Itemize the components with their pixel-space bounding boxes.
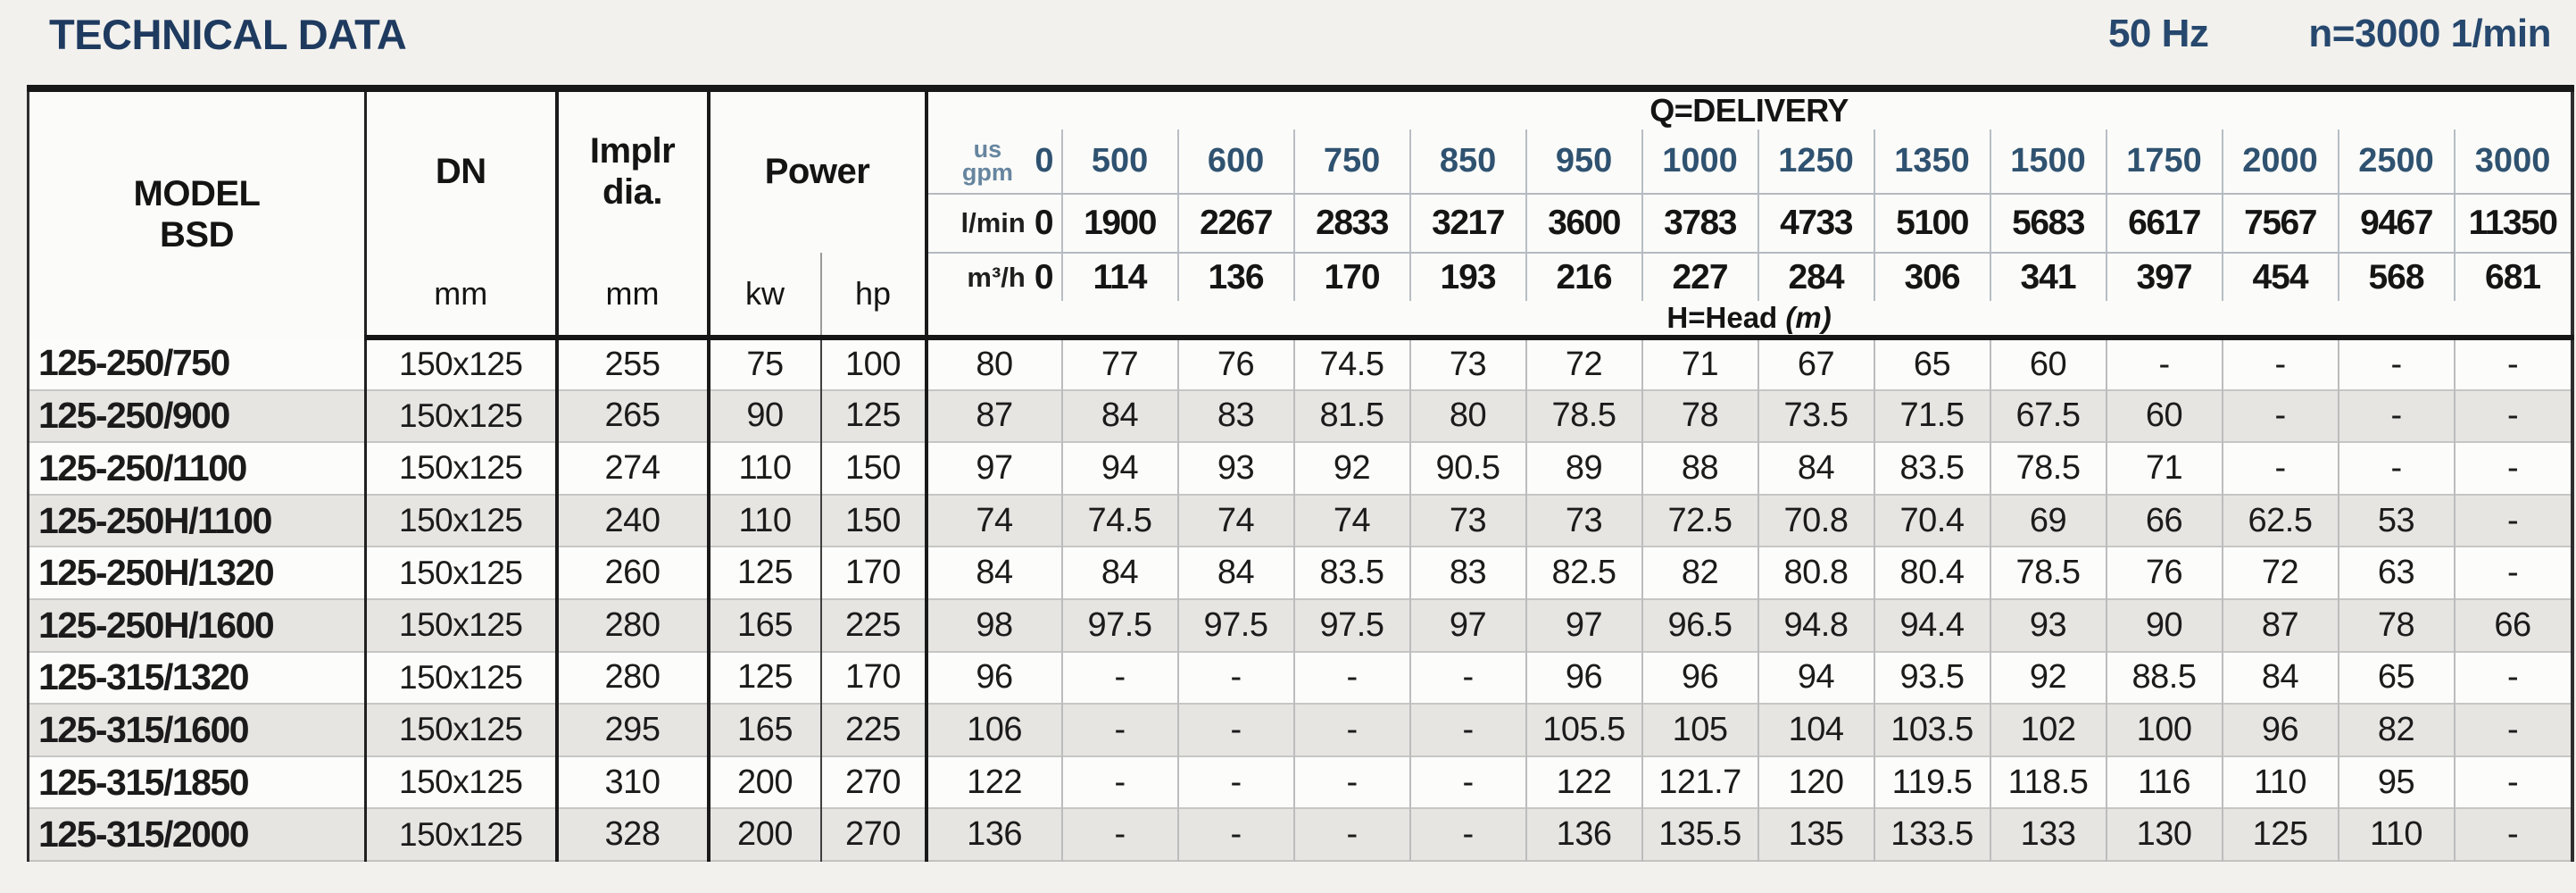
table-header (29, 88, 2572, 338)
implr-cell: 310 (557, 756, 709, 809)
implr-cell: 255 (557, 338, 709, 390)
gpm-unit-label: us gpm (961, 135, 1013, 186)
head-value-cell: 80.4 (1874, 547, 1990, 599)
head-value-cell: 95 (2339, 756, 2455, 809)
gpm-value: 2500 (2339, 129, 2455, 194)
head-value-cell: 102 (1990, 704, 2107, 756)
head-value-cell: 133.5 (1874, 808, 1990, 861)
head-value-cell: 60 (1990, 338, 2107, 390)
head-value-cell: 65 (2339, 652, 2455, 705)
head-value-cell: - (1410, 756, 1526, 809)
delivery-unit-gpm (927, 129, 1062, 194)
head-value-cell: 70.4 (1874, 495, 1990, 547)
head-value-cell: - (2455, 547, 2572, 599)
model-cell: 125-250/750 (29, 338, 366, 390)
m3h-value: 227 (1642, 253, 1758, 301)
head-value-cell: - (2455, 652, 2572, 705)
head-value-cell: 80 (1410, 390, 1526, 443)
implr-cell: 260 (557, 547, 709, 599)
head-value-cell: 72.5 (1642, 495, 1758, 547)
head-value-cell: 74 (976, 501, 1013, 539)
head-value-cell: - (2223, 442, 2339, 495)
implr-cell: 328 (557, 808, 709, 861)
head-value-cell: 122 (1526, 756, 1642, 809)
delivery-unit-m3h (927, 253, 1062, 301)
head-value-cell: 92 (1294, 442, 1410, 495)
head-value-cell: - (1410, 704, 1526, 756)
model-cell: 125-250/1100 (29, 442, 366, 495)
head-value-cell: 97 (1410, 599, 1526, 652)
head-value-cell: 110 (2339, 808, 2455, 861)
head-value-cell: 78.5 (1990, 442, 2107, 495)
head-value-cell: - (1178, 808, 1294, 861)
head-value-cell: 63 (2339, 547, 2455, 599)
delivery-row-m3h (29, 253, 2572, 301)
technical-data-table-wrap (27, 85, 2574, 862)
kw-cell: 165 (709, 704, 821, 756)
head-value-cell: 87 (2223, 599, 2339, 652)
model-cell: 125-315/2000 (29, 808, 366, 861)
head-value-cell: - (2455, 495, 2572, 547)
kw-unit-label: kw (709, 253, 821, 338)
model-cell: 125-250H/1600 (29, 599, 366, 652)
operating-conditions (2108, 12, 2551, 56)
page-title: TECHNICAL DATA (49, 10, 407, 58)
head-value-cell: 70.8 (1758, 495, 1874, 547)
head-value-cell: 74.5 (1294, 338, 1410, 390)
head-value-cell: 96.5 (1642, 599, 1758, 652)
gpm-value: 950 (1526, 129, 1642, 194)
col-header-power: Power (709, 88, 927, 253)
head-value-cell: - (2107, 338, 2223, 390)
table-row (29, 338, 2572, 390)
head-value-cell: 74.5 (1062, 495, 1178, 547)
gpm-value: 2000 (2223, 129, 2339, 194)
head-value-cell: 125 (2223, 808, 2339, 861)
head-value-cell: - (2339, 442, 2455, 495)
m3h-value: 681 (2455, 253, 2572, 301)
lmin-value: 3600 (1526, 194, 1642, 253)
dn-cell: 150x125 (366, 808, 557, 861)
head-value-cell: - (2455, 704, 2572, 756)
head-value-cell: 94 (1758, 652, 1874, 705)
head-value-cell: - (1294, 808, 1410, 861)
head-value-cell: 87 (976, 396, 1013, 435)
m3h-value: 114 (1062, 253, 1178, 301)
gpm-value: 600 (1178, 129, 1294, 194)
head-value-cell: 88.5 (2107, 652, 2223, 705)
m3h-value: 397 (2107, 253, 2223, 301)
head-value-cell: 136 (967, 815, 1022, 854)
dn-cell: 150x125 (366, 599, 557, 652)
head-value-cell: 80.8 (1758, 547, 1874, 599)
gpm-value: 3000 (2455, 129, 2572, 194)
head-value-cell: 84 (1062, 547, 1178, 599)
head-value-cell: - (1062, 704, 1178, 756)
head-unit-text: (m) (1785, 301, 1832, 334)
kw-cell: 75 (709, 338, 821, 390)
kw-cell: 90 (709, 390, 821, 443)
head-value-cell: 122 (967, 763, 1022, 801)
m3h-value: 454 (2223, 253, 2339, 301)
gpm-value: 1500 (1990, 129, 2107, 194)
head-value-cell: - (1410, 808, 1526, 861)
lmin-zero-value: 0 (1034, 204, 1054, 242)
lmin-unit-label: l/min (960, 207, 1026, 238)
head-value-cell: 71 (1642, 338, 1758, 390)
head-value-cell: 89 (1526, 442, 1642, 495)
head-value-cell: 84 (1062, 390, 1178, 443)
head-value-cell: - (1062, 652, 1178, 705)
head-value-cell: 97.5 (1294, 599, 1410, 652)
head-value-cell: 78.5 (1526, 390, 1642, 443)
head-value-cell: 77 (1062, 338, 1178, 390)
gpm-value: 1000 (1642, 129, 1758, 194)
gpm-value: 750 (1294, 129, 1410, 194)
head-value-cell: 135 (1758, 808, 1874, 861)
hp-cell: 100 (821, 338, 927, 390)
model-cell: 125-250H/1320 (29, 547, 366, 599)
table-row (29, 756, 2572, 809)
head-value-cell: 76 (1178, 338, 1294, 390)
head-value-cell: 72 (2223, 547, 2339, 599)
table-row (29, 495, 2572, 547)
head-value-cell: 100 (2107, 704, 2223, 756)
hp-cell: 150 (821, 495, 927, 547)
kw-cell: 200 (709, 808, 821, 861)
head-value-cell: 96 (1642, 652, 1758, 705)
head-value-cell: 97 (1526, 599, 1642, 652)
table-row (29, 390, 2572, 443)
head-value-cell: - (2223, 338, 2339, 390)
model-cell: 125-315/1320 (29, 652, 366, 705)
head-value-cell: 65 (1874, 338, 1990, 390)
dn-cell: 150x125 (366, 442, 557, 495)
hp-cell: 170 (821, 652, 927, 705)
head-value-cell: 66 (2455, 599, 2572, 652)
implr-label-line1: Implr (589, 131, 676, 171)
col-header-model (29, 88, 366, 338)
head-value-cell: 94.8 (1758, 599, 1874, 652)
m3h-unit-label: m³/h (967, 261, 1026, 293)
head-value-cell: - (1410, 652, 1526, 705)
head-value-cell: 116 (2107, 756, 2223, 809)
head-value-cell: 96 (2223, 704, 2339, 756)
head-value-cell: 94 (1062, 442, 1178, 495)
lmin-value: 11350 (2455, 194, 2572, 253)
col-header-impeller-diameter (557, 88, 709, 253)
head-value-cell: 105.5 (1526, 704, 1642, 756)
head-value-cell: 80 (976, 345, 1013, 383)
head-value-cell: - (1178, 652, 1294, 705)
head-value-cell: 74 (1294, 495, 1410, 547)
head-value-cell: 98 (976, 605, 1013, 644)
lmin-value: 3217 (1410, 194, 1526, 253)
head-value-cell: 94.4 (1874, 599, 1990, 652)
head-value-cell: 118.5 (1990, 756, 2107, 809)
col-header-dn: DN (366, 88, 557, 253)
m3h-zero-value: 0 (1034, 257, 1054, 296)
gpm-zero-value: 0 (1035, 142, 1054, 179)
head-value-cell: 84 (2223, 652, 2339, 705)
lmin-value: 2833 (1294, 194, 1410, 253)
hp-cell: 150 (821, 442, 927, 495)
kw-cell: 125 (709, 652, 821, 705)
hp-cell: 125 (821, 390, 927, 443)
head-value-cell: 105 (1642, 704, 1758, 756)
head-value-cell: 136 (1526, 808, 1642, 861)
table-row (29, 599, 2572, 652)
head-title (927, 301, 2572, 338)
table-row (29, 442, 2572, 495)
head-value-cell: 83 (1178, 390, 1294, 443)
model-label-line2: BSD (160, 214, 234, 255)
model-cell: 125-250H/1100 (29, 495, 366, 547)
frequency-label: 50 Hz (2107, 12, 2209, 55)
m3h-value: 306 (1874, 253, 1990, 301)
m3h-value: 568 (2339, 253, 2455, 301)
head-value-cell: 73.5 (1758, 390, 1874, 443)
head-value-cell: 135.5 (1642, 808, 1758, 861)
head-value-cell: 71 (2107, 442, 2223, 495)
model-cell: 125-315/1600 (29, 704, 366, 756)
head-value-cell: - (2455, 442, 2572, 495)
head-value-cell: - (2339, 390, 2455, 443)
head-value-cell: - (1294, 704, 1410, 756)
delivery-unit-lmin (927, 194, 1062, 253)
hp-cell: 225 (821, 704, 927, 756)
head-value-cell: 67.5 (1990, 390, 2107, 443)
head-value-cell: 90.5 (1410, 442, 1526, 495)
head-value-cell: 82 (1642, 547, 1758, 599)
lmin-value: 1900 (1062, 194, 1178, 253)
head-value-cell: 88 (1642, 442, 1758, 495)
head-value-cell: - (2339, 338, 2455, 390)
kw-cell: 165 (709, 599, 821, 652)
head-value-cell: 78 (1642, 390, 1758, 443)
head-value-cell: 93 (1990, 599, 2107, 652)
head-value-cell: 73 (1410, 338, 1526, 390)
lmin-value: 2267 (1178, 194, 1294, 253)
implr-unit-label: mm (557, 253, 709, 338)
head-value-cell: - (2455, 390, 2572, 443)
head-value-cell: 60 (2107, 390, 2223, 443)
head-value-cell: 119.5 (1874, 756, 1990, 809)
head-value-cell: 92 (1990, 652, 2107, 705)
head-value-cell: 83.5 (1294, 547, 1410, 599)
head-value-cell: 133 (1990, 808, 2107, 861)
lmin-value: 5683 (1990, 194, 2107, 253)
head-value-cell: - (2455, 756, 2572, 809)
head-title-text: H=Head (1666, 301, 1778, 334)
lmin-value: 6617 (2107, 194, 2223, 253)
model-label-line1: MODEL (133, 173, 261, 213)
head-value-cell: - (1294, 756, 1410, 809)
dn-cell: 150x125 (366, 547, 557, 599)
implr-cell: 274 (557, 442, 709, 495)
lmin-value: 3783 (1642, 194, 1758, 253)
dn-cell: 150x125 (366, 652, 557, 705)
hp-cell: 270 (821, 808, 927, 861)
implr-label-line2: dia. (602, 172, 662, 212)
head-value-cell: - (1178, 704, 1294, 756)
head-value-cell: 90 (2107, 599, 2223, 652)
delivery-title: Q=DELIVERY (1649, 92, 1849, 129)
gpm-value: 1350 (1874, 129, 1990, 194)
hp-cell: 170 (821, 547, 927, 599)
head-value-cell: - (1178, 756, 1294, 809)
dn-cell: 150x125 (366, 756, 557, 809)
head-value-cell: 84 (1758, 442, 1874, 495)
gpm-value: 850 (1410, 129, 1526, 194)
head-value-cell: 93 (1178, 442, 1294, 495)
model-cell: 125-315/1850 (29, 756, 366, 809)
m3h-value: 193 (1410, 253, 1526, 301)
m3h-value: 170 (1294, 253, 1410, 301)
implr-cell: 240 (557, 495, 709, 547)
head-value-cell: 78 (2339, 599, 2455, 652)
table-row (29, 547, 2572, 599)
head-value-cell: 81.5 (1294, 390, 1410, 443)
head-value-cell: 78.5 (1990, 547, 2107, 599)
dn-cell: 150x125 (366, 704, 557, 756)
head-value-cell: 72 (1526, 338, 1642, 390)
head-value-cell: 106 (967, 710, 1022, 748)
head-value-cell: 53 (2339, 495, 2455, 547)
head-value-cell: 66 (2107, 495, 2223, 547)
head-value-cell: 97.5 (1062, 599, 1178, 652)
head-value-cell: 103.5 (1874, 704, 1990, 756)
header-row-delivery-title (29, 88, 2572, 129)
head-value-cell: 93.5 (1874, 652, 1990, 705)
head-value-cell: - (1294, 652, 1410, 705)
head-value-cell: - (2223, 390, 2339, 443)
table-row (29, 704, 2572, 756)
head-value-cell: - (1062, 808, 1178, 861)
lmin-value: 9467 (2339, 194, 2455, 253)
head-value-cell: 84 (976, 554, 1013, 592)
gpm-value: 1250 (1758, 129, 1874, 194)
m3h-value: 284 (1758, 253, 1874, 301)
table-row (29, 652, 2572, 705)
dn-unit-label: mm (366, 253, 557, 338)
m3h-value: 136 (1178, 253, 1294, 301)
head-value-cell: 97 (976, 448, 1013, 487)
speed-label: n=3000 1/min (2308, 12, 2551, 55)
head-value-cell: - (2455, 338, 2572, 390)
model-cell: 125-250/900 (29, 390, 366, 443)
head-value-cell: 130 (2107, 808, 2223, 861)
lmin-value: 7567 (2223, 194, 2339, 253)
dn-cell: 150x125 (366, 495, 557, 547)
head-value-cell: - (1062, 756, 1178, 809)
head-value-cell: 104 (1758, 704, 1874, 756)
head-value-cell: 71.5 (1874, 390, 1990, 443)
head-value-cell: 83.5 (1874, 442, 1990, 495)
m3h-value: 216 (1526, 253, 1642, 301)
head-value-cell: 82.5 (1526, 547, 1642, 599)
lmin-value: 4733 (1758, 194, 1874, 253)
hp-cell: 225 (821, 599, 927, 652)
head-value-cell: 67 (1758, 338, 1874, 390)
head-value-cell: 73 (1526, 495, 1642, 547)
hp-unit-label: hp (821, 253, 927, 338)
header-bar (49, 5, 2551, 63)
head-value-cell: 82 (2339, 704, 2455, 756)
kw-cell: 110 (709, 495, 821, 547)
kw-cell: 110 (709, 442, 821, 495)
head-value-cell: 62.5 (2223, 495, 2339, 547)
implr-cell: 295 (557, 704, 709, 756)
head-value-cell: 110 (2223, 756, 2339, 809)
head-value-cell: 84 (1178, 547, 1294, 599)
head-value-cell: 76 (2107, 547, 2223, 599)
m3h-value: 341 (1990, 253, 2107, 301)
table-body (29, 338, 2572, 861)
head-value-cell: - (2455, 808, 2572, 861)
head-value-cell: 97.5 (1178, 599, 1294, 652)
head-value-cell: 96 (976, 658, 1013, 697)
head-value-cell: 73 (1410, 495, 1526, 547)
implr-cell: 280 (557, 599, 709, 652)
head-value-cell: 74 (1178, 495, 1294, 547)
head-value-cell: 83 (1410, 547, 1526, 599)
gpm-value: 1750 (2107, 129, 2223, 194)
lmin-value: 5100 (1874, 194, 1990, 253)
head-value-cell: 96 (1526, 652, 1642, 705)
dn-cell: 150x125 (366, 338, 557, 390)
table-row (29, 808, 2572, 861)
head-value-cell: 69 (1990, 495, 2107, 547)
kw-cell: 125 (709, 547, 821, 599)
implr-cell: 280 (557, 652, 709, 705)
gpm-value: 500 (1062, 129, 1178, 194)
kw-cell: 200 (709, 756, 821, 809)
head-value-cell: 120 (1758, 756, 1874, 809)
technical-data-table (27, 85, 2574, 862)
head-value-cell: 121.7 (1642, 756, 1758, 809)
hp-cell: 270 (821, 756, 927, 809)
dn-cell: 150x125 (366, 390, 557, 443)
implr-cell: 265 (557, 390, 709, 443)
